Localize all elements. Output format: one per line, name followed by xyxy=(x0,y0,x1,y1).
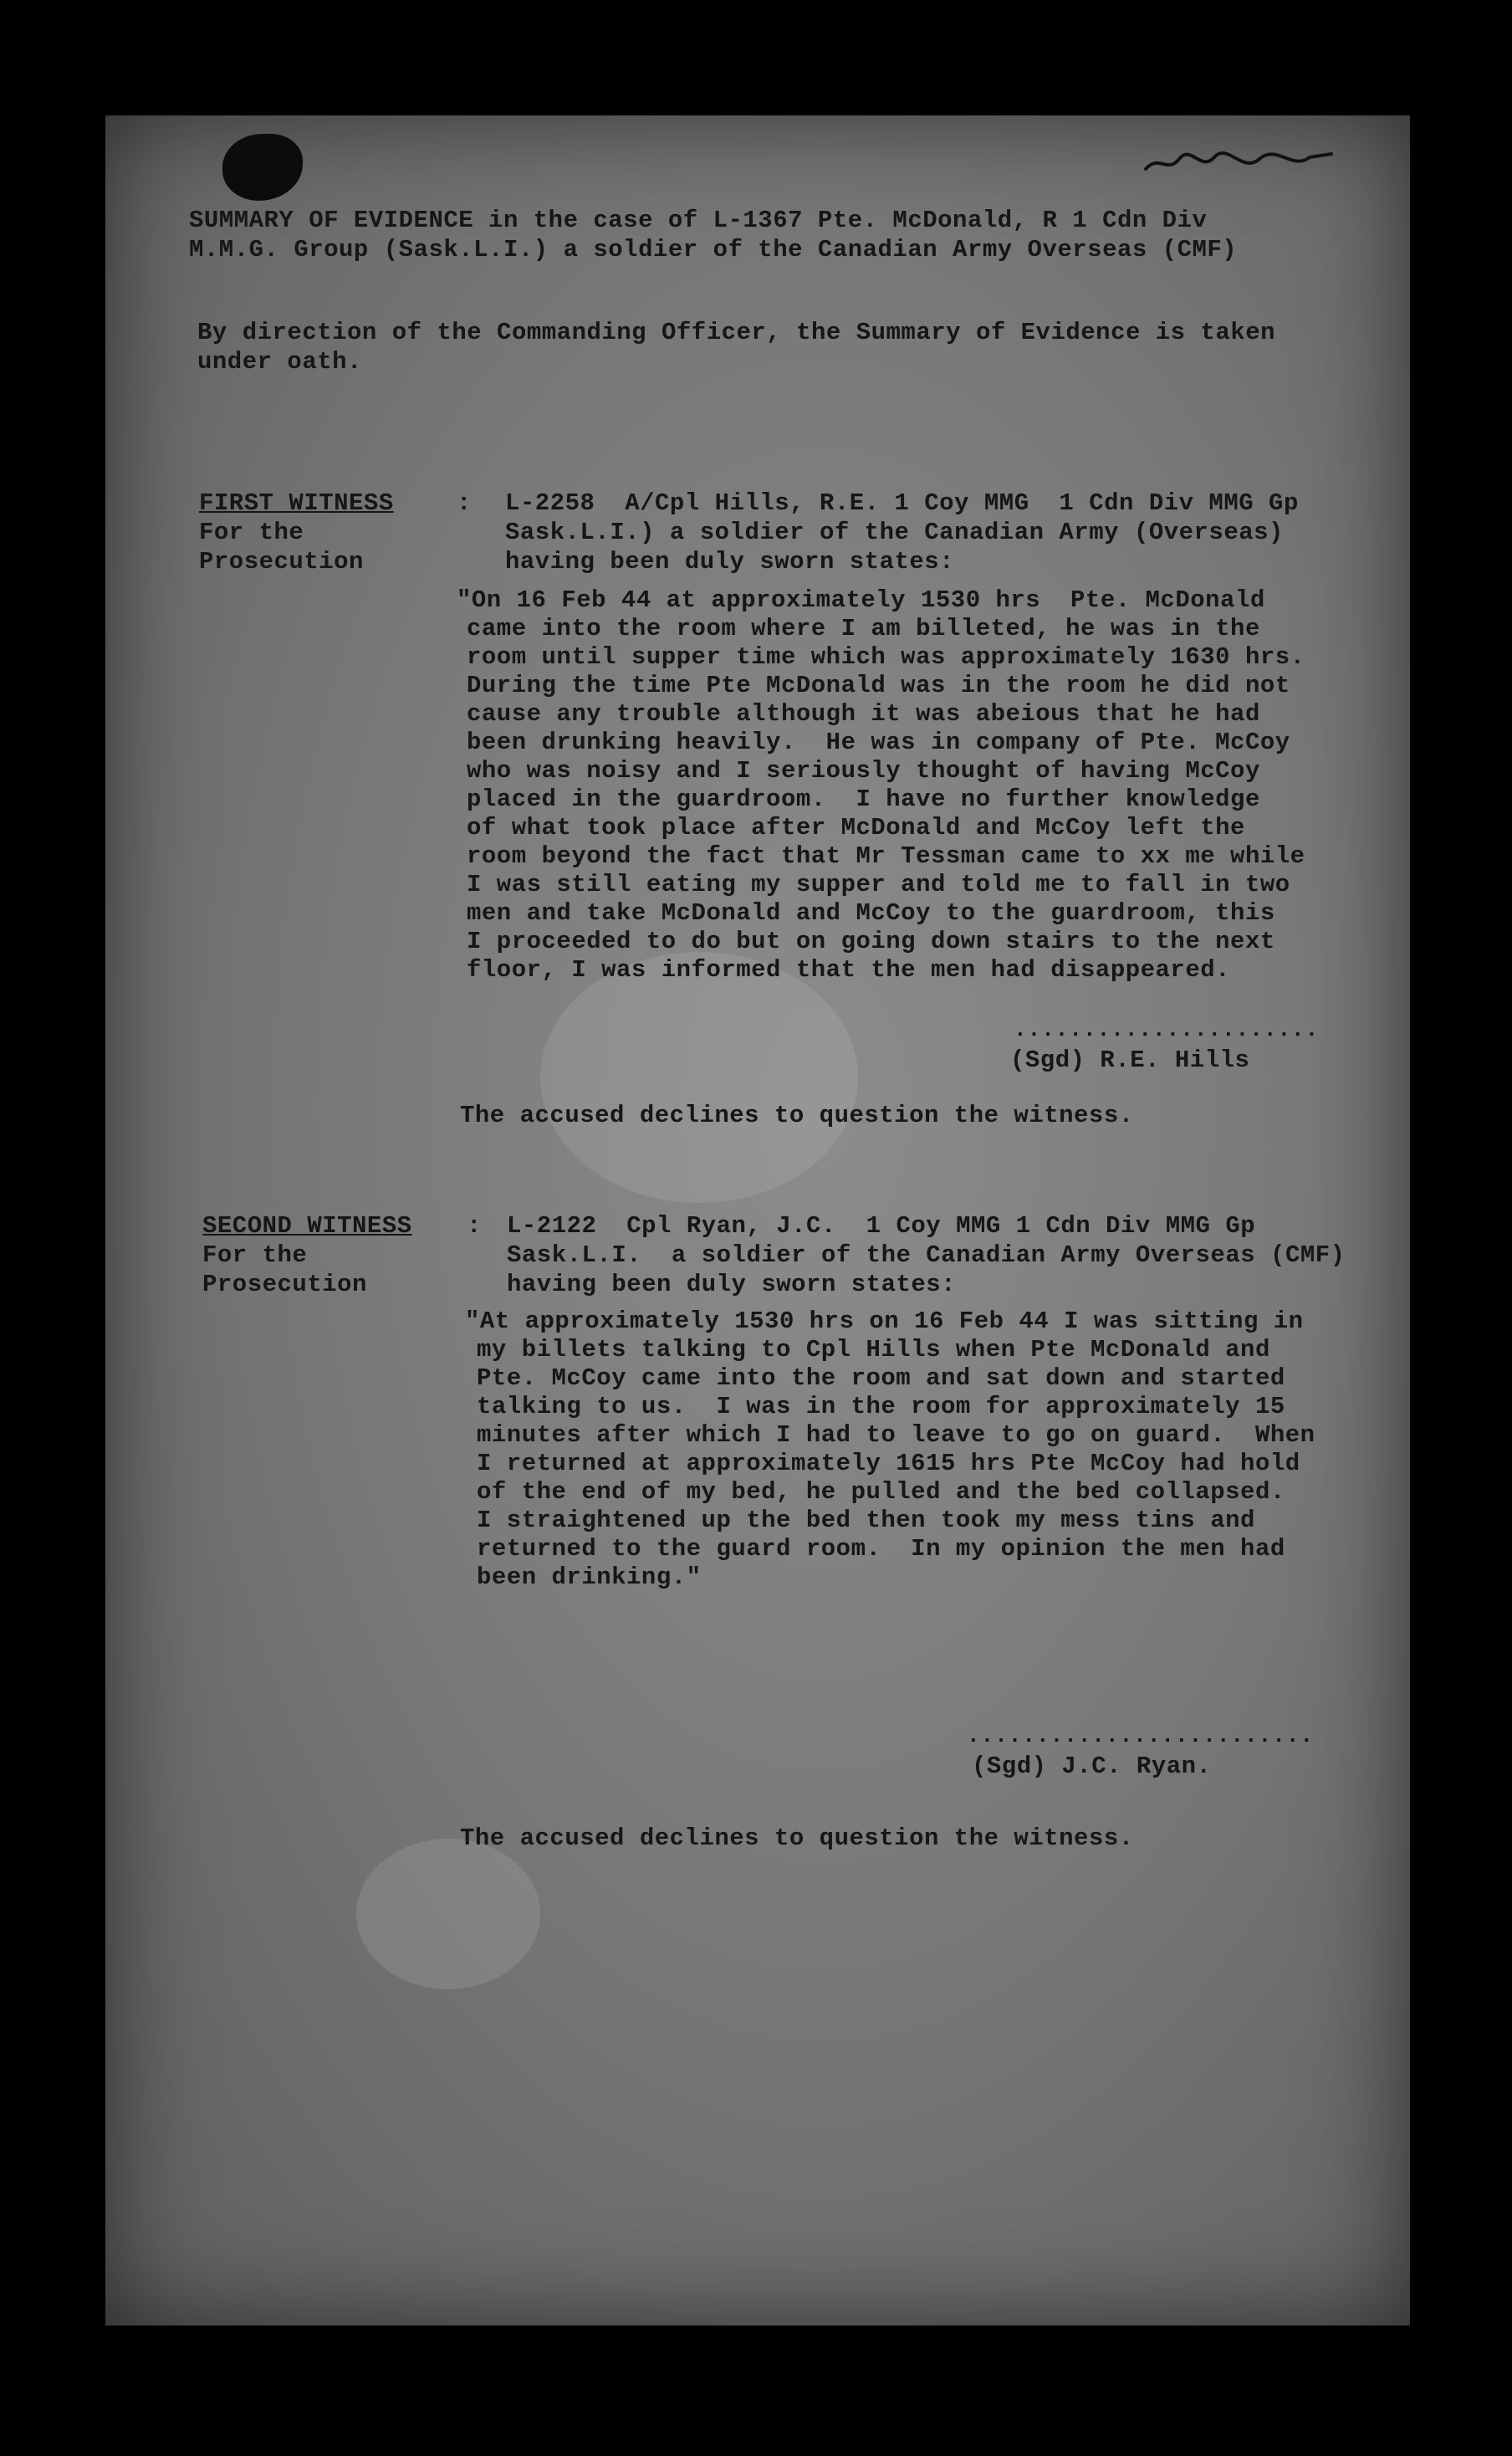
statement-line: of the end of my bed, he pulled and the bed collapsed. xyxy=(477,1478,1285,1506)
statement-line: room until supper time which was approximately 1630 hrs. xyxy=(467,643,1305,671)
statement-line: I returned at approximately 1615 hrs Pte McCoy had hold xyxy=(477,1450,1300,1477)
second-witness-colon: : xyxy=(467,1212,482,1240)
signature-dotted-line: ......................... xyxy=(967,1723,1315,1748)
statement-line: of what took place after McDonald and McCoy left the xyxy=(467,814,1245,842)
signature-dotted-line: ...................... xyxy=(1014,1017,1320,1042)
statement-line: been drinking." xyxy=(477,1563,702,1591)
header-line-1: SUMMARY OF EVIDENCE in the case of L-1367 Pte. McDonald, R 1 Cdn Div xyxy=(189,207,1208,234)
paper-stain xyxy=(540,952,858,1203)
first-witness-prosecution: Prosecution xyxy=(199,548,364,576)
header-line-2: M.M.G. Group (Sask.L.I.) a soldier of the Canadian Army Overseas (CMF) xyxy=(189,236,1238,264)
second-witness-id-line-3: having been duly sworn states: xyxy=(507,1271,957,1298)
statement-line: men and take McDonald and McCoy to the guardroom, this xyxy=(467,899,1275,927)
handwritten-annotation-icon xyxy=(1142,149,1335,177)
statement-line: "At approximately 1530 hrs on 16 Feb 44 I was sitting in xyxy=(465,1307,1304,1335)
second-witness-declines: The accused declines to question the witness. xyxy=(460,1824,1134,1852)
second-witness-prosecution: Prosecution xyxy=(202,1271,367,1298)
first-witness-signature: (Sgd) R.E. Hills xyxy=(1010,1046,1250,1074)
second-witness-id-line-1: L-2122 Cpl Ryan, J.C. 1 Coy MMG 1 Cdn Div MMG Gp xyxy=(507,1212,1256,1240)
statement-line: room beyond the fact that Mr Tessman came to xx me while xyxy=(467,842,1305,870)
statement-line: Pte. McCoy came into the room and sat down and started xyxy=(477,1364,1285,1392)
first-witness-for: For the xyxy=(199,519,304,546)
paper-stain xyxy=(356,1839,540,1989)
first-witness-colon: : xyxy=(457,489,472,517)
statement-line: floor, I was informed that the men had disappeared. xyxy=(467,956,1231,984)
statement-line: I was still eating my supper and told me to fall in two xyxy=(467,871,1290,898)
first-witness-declines: The accused declines to question the witness. xyxy=(460,1102,1134,1129)
intro-line-1: By direction of the Commanding Officer, the Summary of Evidence is taken xyxy=(197,319,1276,346)
statement-line: came into the room where I am billeted, he was in the xyxy=(467,615,1260,642)
statement-line: "On 16 Feb 44 at approximately 1530 hrs Pte. McDonald xyxy=(457,586,1265,614)
statement-line: returned to the guard room. In my opinion the men had xyxy=(477,1535,1285,1563)
document-page xyxy=(105,115,1410,2326)
first-witness-id-line-2: Sask.L.I.) a soldier of the Canadian Army (Overseas) xyxy=(505,519,1284,546)
statement-line: I straightened up the bed then took my mess tins and xyxy=(477,1507,1255,1534)
statement-line: placed in the guardroom. I have no further knowledge xyxy=(467,785,1260,813)
ink-blot xyxy=(222,134,303,201)
statement-line: my billets talking to Cpl Hills when Pte McDonald and xyxy=(477,1336,1270,1364)
intro-line-2: under oath. xyxy=(197,348,362,376)
second-witness-for: For the xyxy=(202,1241,308,1269)
second-witness-signature: (Sgd) J.C. Ryan. xyxy=(972,1752,1212,1780)
statement-line: been drunking heavily. He was in company of Pte. McCoy xyxy=(467,729,1290,756)
statement-line: minutes after which I had to leave to go on guard. When xyxy=(477,1421,1315,1449)
statement-line: talking to us. I was in the room for approximately 15 xyxy=(477,1393,1285,1420)
first-witness-id-line-1: L-2258 A/Cpl Hills, R.E. 1 Coy MMG 1 Cdn Div MMG Gp xyxy=(505,489,1299,517)
statement-line: cause any trouble although it was abeious that he had xyxy=(467,700,1260,728)
first-witness-id-line-3: having been duly sworn states: xyxy=(505,548,955,576)
first-witness-label: FIRST WITNESS xyxy=(199,489,394,517)
second-witness-id-line-2: Sask.L.I. a soldier of the Canadian Army Overseas (CMF) xyxy=(507,1241,1346,1269)
second-witness-label: SECOND WITNESS xyxy=(202,1212,412,1240)
statement-line: I proceeded to do but on going down stairs to the next xyxy=(467,928,1275,955)
statement-line: During the time Pte McDonald was in the room he did not xyxy=(467,672,1290,699)
statement-line: who was noisy and I seriously thought of having McCoy xyxy=(467,757,1260,785)
